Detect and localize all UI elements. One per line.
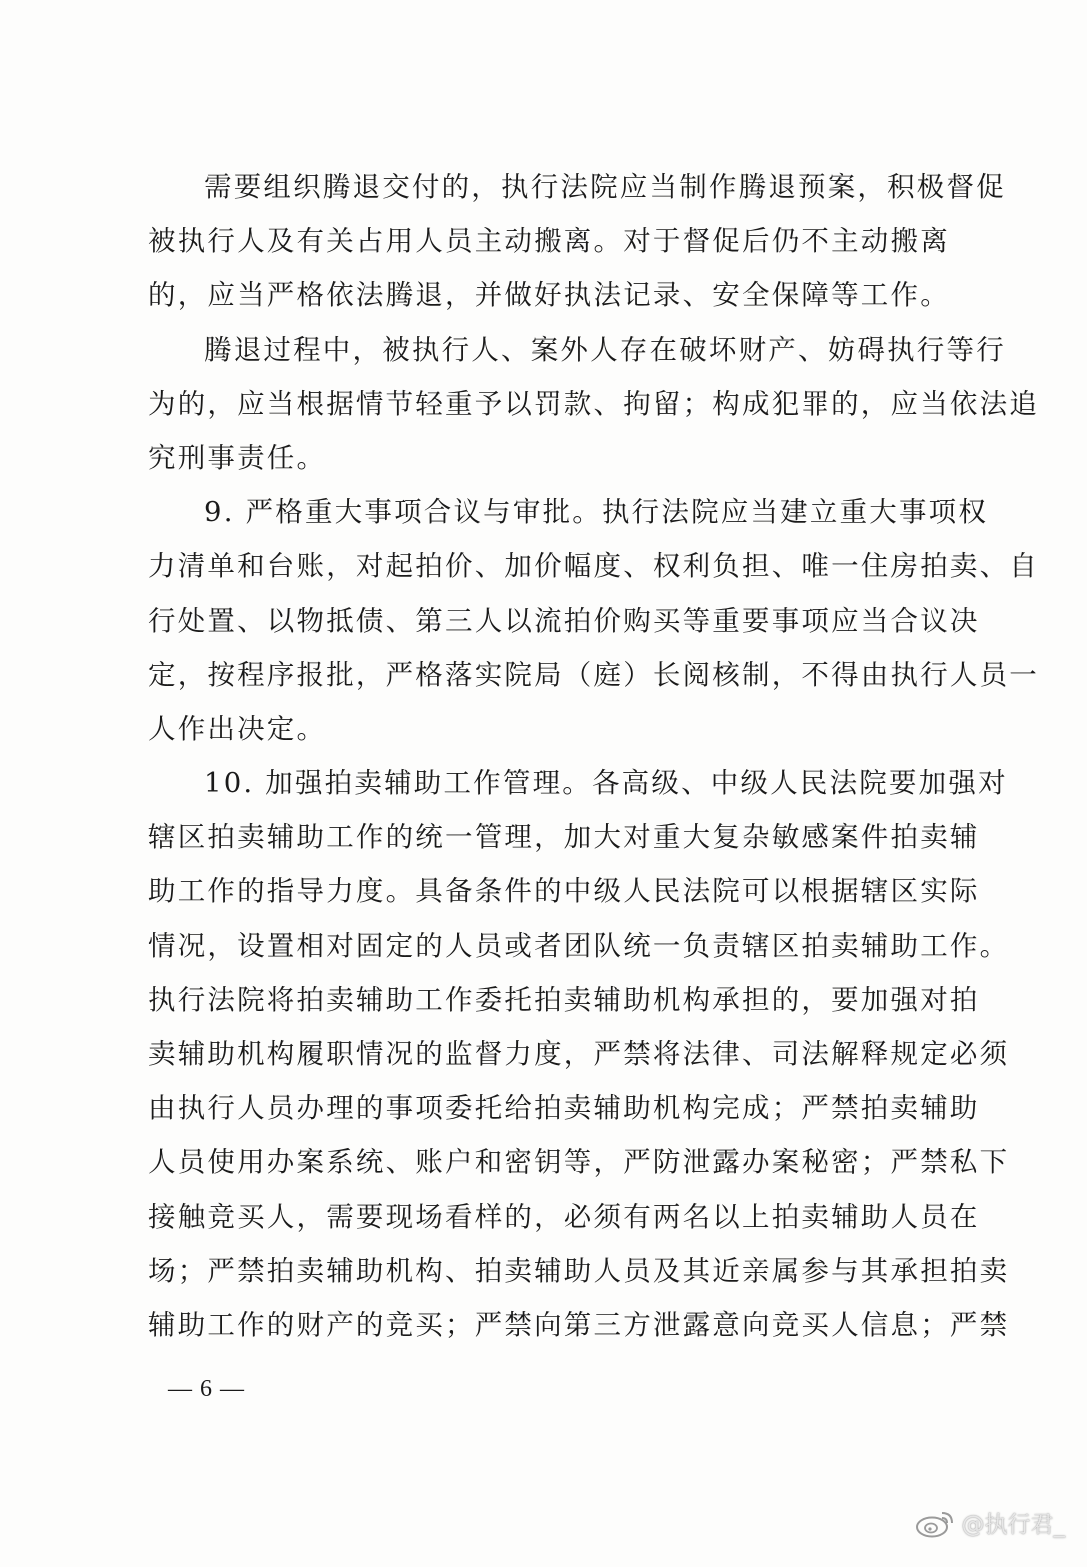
text-line: 辅助工作的财产的竞买；严禁向第三方泄露意向竞买人信息；严禁 [148, 1308, 1010, 1341]
text-line: 9. 严格重大事项合议与审批。执行法院应当建立重大事项权 [204, 496, 989, 529]
document-body [148, 160, 1039, 1352]
text-line: 情况，设置相对固定的人员或者团队统一负责辖区拍卖辅助工作。 [148, 929, 1010, 962]
text-line: 接触竞买人，需要现场看样的，必须有两名以上拍卖辅助人员在 [148, 1200, 980, 1233]
text-line: 卖辅助机构履职情况的监督力度，严禁将法律、司法解释规定必须 [148, 1038, 1010, 1070]
text-line: 人作出决定。 [148, 712, 327, 745]
text-line: 辖区拍卖辅助工作的统一管理，加大对重大复杂敏感案件拍卖辅 [148, 821, 980, 854]
text-line: 定，按程序报批，严格落实院局（庭）长阅核制，不得由执行人员一 [148, 658, 1039, 691]
text-line: 需要组织腾退交付的，执行法院应当制作腾退预案，积极督促 [204, 171, 1006, 203]
watermark-text: @执行君_ [961, 1512, 1065, 1538]
text-line: 10. 加强拍卖辅助工作管理。各高级、中级人民法院要加强对 [204, 767, 1008, 800]
weibo-logo-icon [914, 1508, 956, 1538]
text-line: 场；严禁拍卖辅助机构、拍卖辅助人员及其近亲属参与其承担拍卖 [148, 1254, 1010, 1287]
text-line: 行处置、以物抵债、第三人以流拍价购买等重要事项应当合议决 [148, 604, 980, 637]
text-line: 为的，应当根据情节轻重予以罚款、拘留；构成犯罪的，应当依法追 [148, 387, 1039, 420]
watermark [914, 1506, 1066, 1539]
text-line: 究刑事责任。 [148, 441, 327, 474]
text-line: 由执行人员办理的事项委托给拍卖辅助机构完成；严禁拍卖辅助 [148, 1092, 980, 1125]
text-line: 被执行人及有关占用人员主动搬离。对于督促后仍不主动搬离 [148, 225, 950, 258]
text-line: 力清单和台账，对起拍价、加价幅度、权利负担、唯一住房拍卖、自 [148, 550, 1039, 583]
text-line: 人员使用办案系统、账户和密钥等，严防泄露办案秘密；严禁私下 [148, 1146, 1010, 1179]
text-line: 腾退过程中，被执行人、案外人存在破坏财产、妨碍执行等行 [204, 333, 1006, 366]
text-line: 助工作的指导力度。具备条件的中级人民法院可以根据辖区实际 [148, 875, 980, 908]
text-line: 的，应当严格依法腾退，并做好执法记录、安全保障等工作。 [148, 279, 950, 312]
text-line: 执行法院将拍卖辅助工作委托拍卖辅助机构承担的，要加强对拍 [148, 983, 980, 1016]
page-number: — 6 — [168, 1376, 245, 1402]
